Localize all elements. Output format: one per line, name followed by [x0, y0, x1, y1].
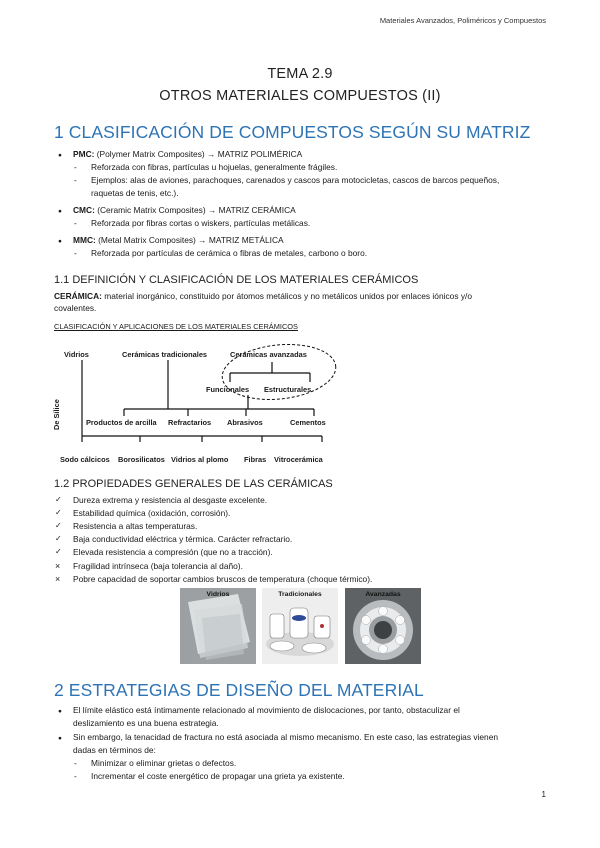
diagram-title: CLASIFICACIÓN Y APLICACIONES DE LOS MATERIALES CERÁMICOS	[54, 322, 298, 331]
diagram-node-sodo: Sodo cálcicos	[60, 455, 110, 464]
dash: -	[74, 175, 77, 185]
cross-icon: ×	[55, 574, 61, 584]
tableware-icon	[262, 588, 338, 664]
strategy-p1-cont: deslizamiento es una buena estrategia.	[73, 718, 219, 728]
section-1-2-heading: 1.2 PROPIEDADES GENERALES DE LAS CERÁMICAS	[54, 478, 333, 490]
dash: -	[74, 758, 77, 768]
pmc-item: PMC: (Polymer Matrix Composites) → MATRIZ POLIMÉRICA	[73, 149, 303, 159]
con-item: Fragilidad intrínseca (baja tolerancia al daño).	[73, 561, 243, 571]
pro-item: Resistencia a altas temperaturas.	[73, 521, 198, 531]
diagram-node-cementos: Cementos	[290, 418, 326, 427]
pottery-photo	[262, 588, 338, 664]
strategy-p1: El límite elástico está íntimamente relacionado al movimiento de dislocaciones, por tanto, obstaculizar el	[73, 705, 460, 715]
diagram-node-plomo: Vidrios al plomo	[171, 455, 229, 464]
photo-label-vidrios: Vidrios	[206, 591, 230, 598]
strategy-p2-cont: dadas en términos de:	[73, 745, 156, 755]
mmc-item: MMC: (Metal Matrix Composites) → MATRIZ METÁLICA	[73, 235, 284, 245]
diagram-node-abrasivos: Abrasivos	[227, 418, 263, 427]
diagram-node-refractarios: Refractarios	[168, 418, 212, 427]
diagram-node-vitroceramica: Vitrocerámica	[274, 455, 323, 464]
page-number: 1	[541, 790, 546, 799]
dash: -	[74, 248, 77, 258]
list-bullet: ●	[58, 208, 62, 215]
mmc-sub-1: Reforzada por partículas de cerámica o fibras de metales, carbono o boro.	[91, 248, 368, 258]
glass-photo	[180, 588, 256, 664]
pro-item: Baja conductividad eléctrica y térmica. Carácter refractario.	[73, 534, 293, 544]
glass-sheets-icon	[180, 588, 256, 664]
strategy-p2: Sin embargo, la tenacidad de fractura no está asociada al mismo mecanismo. En este caso, las estrategias vienen	[73, 732, 499, 742]
check-icon: ✓	[55, 508, 62, 517]
pro-item: Elevada resistencia a compresión (que no a tracción).	[73, 547, 273, 557]
pmc-sub-2: Ejemplos: alas de aviones, parachoques, carenados y cascos para motocicletas, cascos de barcos pequeños,	[91, 175, 500, 185]
strategy-sub-1: Minimizar o eliminar grietas o defectos.	[91, 758, 237, 768]
diagram-node-fibras: Fibras	[244, 455, 267, 464]
diagram-node-tradicionales: Cerámicas tradicionales	[122, 350, 208, 359]
cross-icon: ×	[55, 561, 61, 571]
cmc-sub-1: Reforzada por fibras cortas o wiskers, partículas metálicas.	[91, 218, 311, 228]
diagram-node-avanzadas: Cerámicas avanzadas	[230, 350, 307, 359]
bearing-photo	[345, 588, 421, 664]
list-bullet: ●	[58, 735, 62, 742]
dash: -	[74, 218, 77, 228]
con-item: Pobre capacidad de soportar cambios bruscos de temperatura (choque térmico).	[73, 574, 373, 584]
check-icon: ✓	[55, 495, 62, 504]
pro-item: Dureza extrema y resistencia al desgaste excelente.	[73, 495, 268, 505]
list-bullet: ●	[58, 238, 62, 245]
list-bullet: ●	[58, 152, 62, 159]
strategy-sub-2: Incrementar el coste energético de propagar una grieta ya existente.	[91, 771, 345, 781]
dash: -	[74, 771, 77, 781]
dash: -	[74, 162, 77, 172]
pro-item: Estabilidad química (oxidación, corrosión).	[73, 508, 231, 518]
section-2-heading: 2 ESTRATEGIAS DE DISEÑO DEL MATERIAL	[54, 680, 424, 700]
diagram-node-funcionales: Funcionales	[206, 385, 250, 394]
section-1-heading: 1 CLASIFICACIÓN DE COMPUESTOS SEGÚN SU MATRIZ	[54, 122, 531, 142]
section-1-1-heading: 1.1 DEFINICIÓN Y CLASIFICACIÓN DE LOS MATERIALES CERÁMICOS	[54, 274, 419, 286]
photo-label-avanzadas: Avanzadas	[365, 591, 401, 598]
ceramic-bearing-icon	[345, 588, 421, 664]
check-icon: ✓	[55, 521, 62, 530]
pmc-sub-1: Reforzada con fibras, partículas u hojuelas, generalmente frágiles.	[91, 162, 338, 172]
topic-number: TEMA 2.9	[267, 66, 333, 82]
cmc-item: CMC: (Ceramic Matrix Composites) → MATRIZ CERÁMICA	[73, 205, 296, 215]
diagram-node-vidrios: Vidrios	[64, 350, 89, 359]
check-icon: ✓	[55, 547, 62, 556]
pmc-sub-2-cont: raquetas de tenis, etc.).	[91, 188, 179, 198]
list-bullet: ●	[58, 708, 62, 715]
check-icon: ✓	[55, 534, 62, 543]
page-title: OTROS MATERIALES COMPUESTOS (II)	[159, 88, 441, 104]
diagram-node-arcilla: Productos de arcilla	[86, 418, 157, 427]
diagram-node-borosilicatos: Borosilicatos	[118, 455, 165, 464]
running-header: Materiales Avanzados, Poliméricos y Compuestos	[379, 16, 546, 25]
diagram-node-silice: De Sílice	[52, 399, 61, 430]
photo-label-tradicionales: Tradicionales	[278, 591, 322, 598]
diagram-node-estructurales: Estructurales	[264, 385, 312, 394]
